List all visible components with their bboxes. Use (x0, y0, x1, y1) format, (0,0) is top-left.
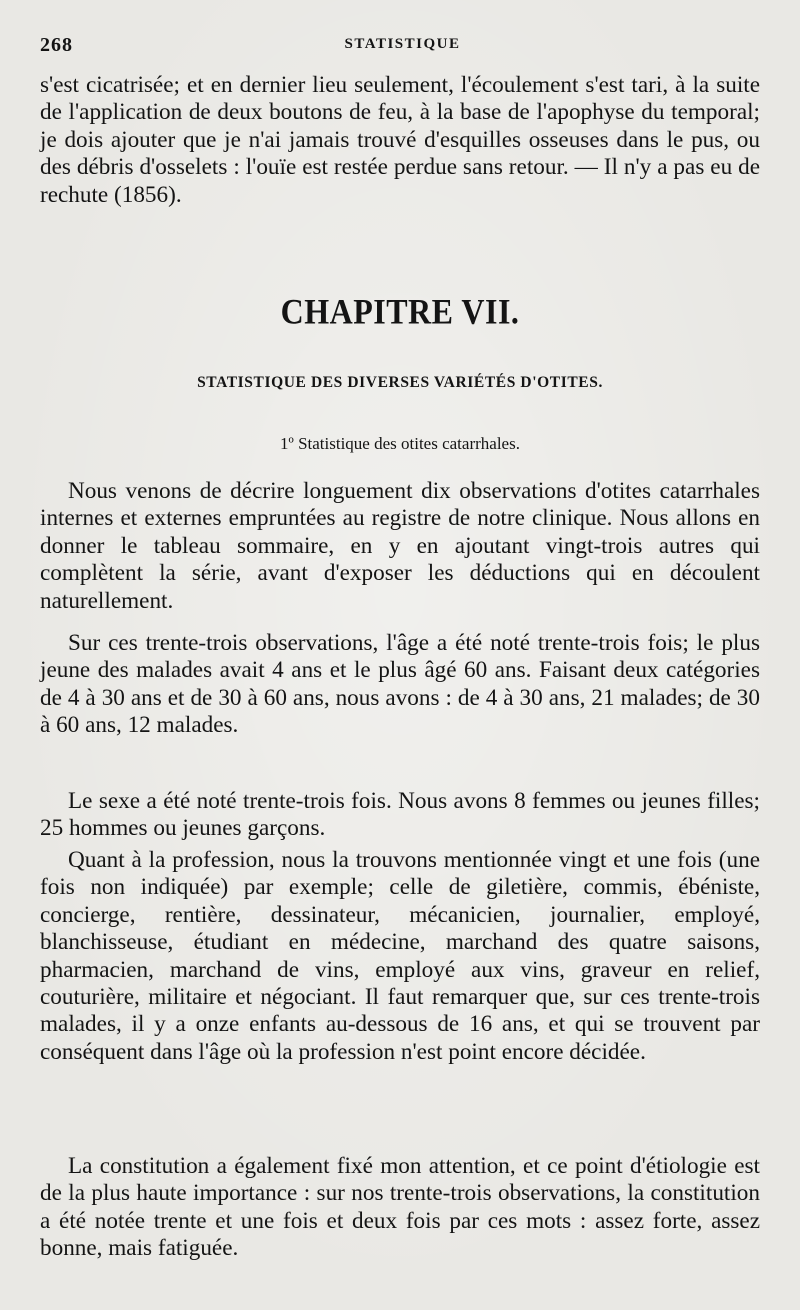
paragraph-age: Sur ces trente-trois observations, l'âge a été noté trente-trois fois; le plus jeune des malades avait 4 ans et le plus âgé 60 ans. Faisant deux catégories de 4 à 30 ans et de 30 à 60 ans, nous avons : de 4 à 30 ans, 21 malades; de 30 à 60 ans, 12 malades. (40, 630, 760, 739)
continuation-paragraph: s'est cicatrisée; et en dernier lieu seulement, l'écoulement s'est tari, à la suite de l'application de deux boutons de feu, à la base de l'apophyse du temporal; je dois ajouter que je n'ai jamais trouvé d'esquilles osseuses dans le pus, ou des débris d'osselets : l'ouïe est restée perdue sans retour. — Il n'y a pas eu de rechute (1856). (40, 72, 760, 208)
section-heading: 1º Statistique des otites catarrhales. (280, 434, 520, 453)
paragraph-sex: Le sexe a été noté trente-trois fois. Nous avons 8 femmes ou jeunes filles; 25 hommes ou jeunes garçons. (40, 788, 760, 842)
paragraph-profession: Quant à la profession, nous la trouvons mentionnée vingt et une fois (une fois non indiquée) par exemple; celle de giletière, commis, ébéniste, concierge, rentière, dessinateur, mécanicien, journalier, employé, blanchisseuse, étudiant en médecine, marchand des quatre saisons, pharmacien, marchand de vins, employé aux vins, graveur en relief, couturière, militaire et négociant. Il faut remarquer que, sur ces trente-trois malades, il y a onze enfants au-dessous de 16 ans, et qui se trouvent par conséquent dans l'âge où la profession n'est point encore décidée. (40, 847, 760, 1065)
chapter-subtitle: STATISTIQUE DES DIVERSES VARIÉTÉS D'OTITES. (197, 374, 603, 391)
chapter-title: CHAPITRE VII. (280, 290, 520, 332)
paragraph-constitution: La constitution a également fixé mon attention, et ce point d'étiologie est de la plus haute importance : sur nos trente-trois observations, la constitution a été notée trente et une fois et deux fois par ces mots : assez forte, assez bonne, mais fatiguée. (40, 1153, 760, 1262)
running-head (40, 34, 765, 58)
page-number: 268 (40, 34, 73, 56)
paragraph-observations: Nous venons de décrire longuement dix observations d'otites catarrhales internes et externes empruntées au registre de notre clinique. Nous allons en donner le tableau sommaire, en y en ajoutant vingt-trois autres qui complètent la série, avant d'exposer les déductions qui en découlent naturellement. (40, 478, 760, 614)
running-title: STATISTIQUE (344, 36, 461, 52)
